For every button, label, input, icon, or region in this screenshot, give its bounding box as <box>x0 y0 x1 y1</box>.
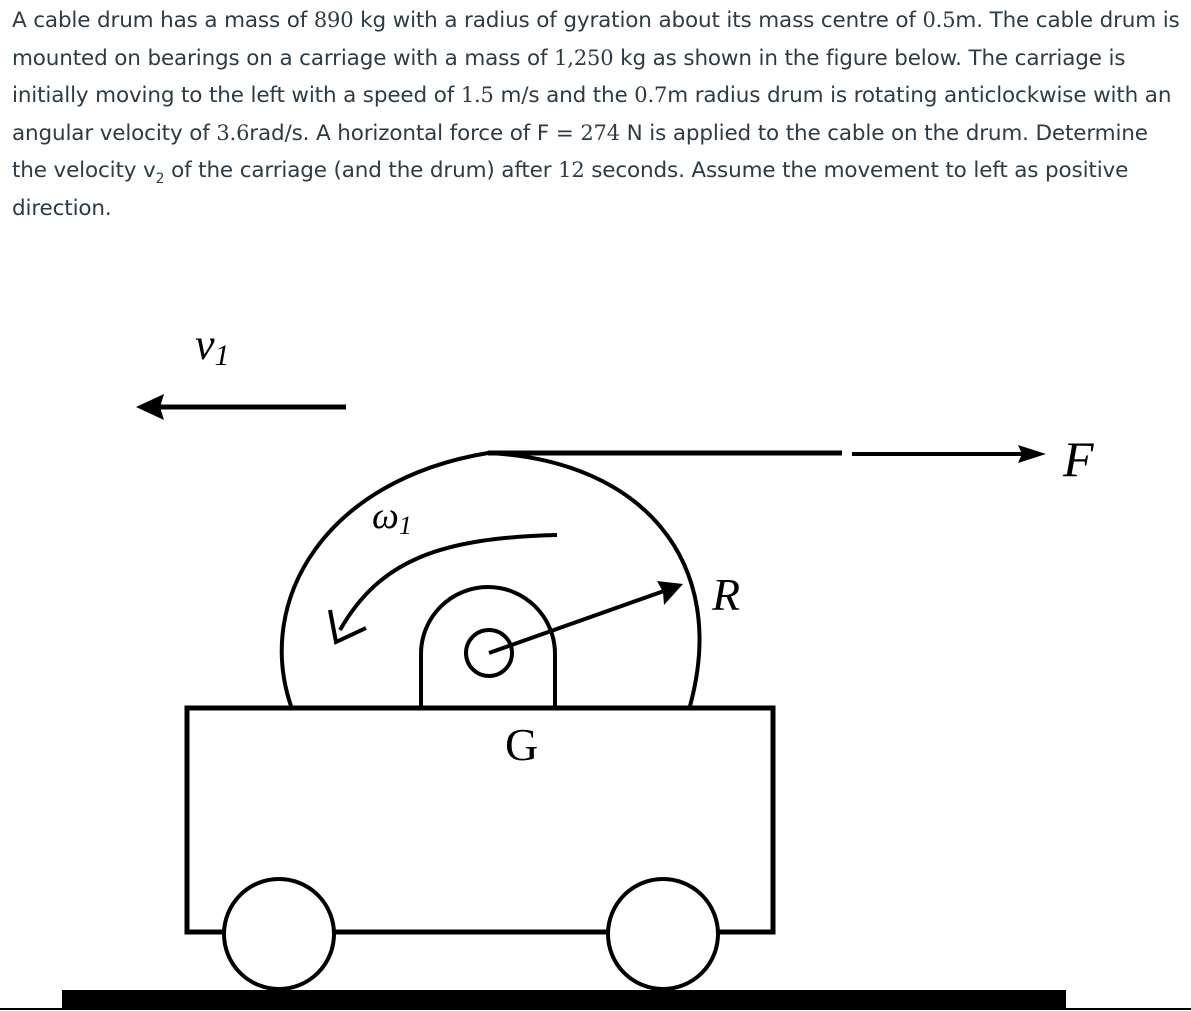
velocity-label <box>195 320 230 372</box>
cable-drum <box>282 453 700 706</box>
text-segment: rad/s. A horizontal force of F = <box>249 120 574 146</box>
force-value: 274 <box>580 120 620 145</box>
ground <box>62 990 1066 1008</box>
bearing-support <box>421 587 555 706</box>
angular-velocity-subscript: 1 <box>398 511 412 540</box>
right-wheel <box>608 879 718 989</box>
text-segment: m/s and the <box>500 83 628 109</box>
angular-velocity-symbol: ω <box>372 495 399 537</box>
radius-of-gyration-value: 0.5 <box>922 8 956 32</box>
rotation-arrow <box>330 535 557 642</box>
angular-velocity-label <box>372 495 412 540</box>
cable <box>488 445 1046 463</box>
left-wheel <box>224 879 334 989</box>
mass-centre-label: G <box>505 719 539 770</box>
velocity-label-symbol: v <box>195 320 215 369</box>
velocity-arrow <box>136 394 346 420</box>
subscript: 2 <box>155 171 165 188</box>
text-segment: kg with a radius of gyration about its mass centre of <box>360 8 916 33</box>
text-segment: of the carriage (and the drum) after <box>171 158 552 184</box>
drum-mass-value: 890 <box>313 8 354 32</box>
text-segment: seconds. Assume the movement to left as positive direction. <box>12 158 1129 221</box>
text-segment: kg as shown in the figure below. The carriage is initially moving to the left with a speed of <box>12 45 1126 109</box>
carriage-mass-value: 1,250 <box>554 45 614 70</box>
velocity-label-subscript: 1 <box>214 339 230 372</box>
text-segment: N is applied to the cable on the drum. Determine the velocity v <box>12 120 1148 184</box>
text-segment: A cable drum has a mass of <box>12 8 308 33</box>
initial-speed-value: 1.5 <box>460 83 494 108</box>
force-label: F <box>1063 431 1094 487</box>
radius-label: R <box>712 569 741 620</box>
time-value: 12 <box>558 158 585 183</box>
angular-velocity-value: 3.6 <box>216 120 250 145</box>
drum-radius-value: 0.7 <box>634 83 668 108</box>
text-segment: m. The cable drum is mounted on bearings on a carriage with a mass of <box>12 8 1180 71</box>
text-segment: m radius drum is rotating anticlockwise with an angular velocity of <box>12 83 1172 146</box>
